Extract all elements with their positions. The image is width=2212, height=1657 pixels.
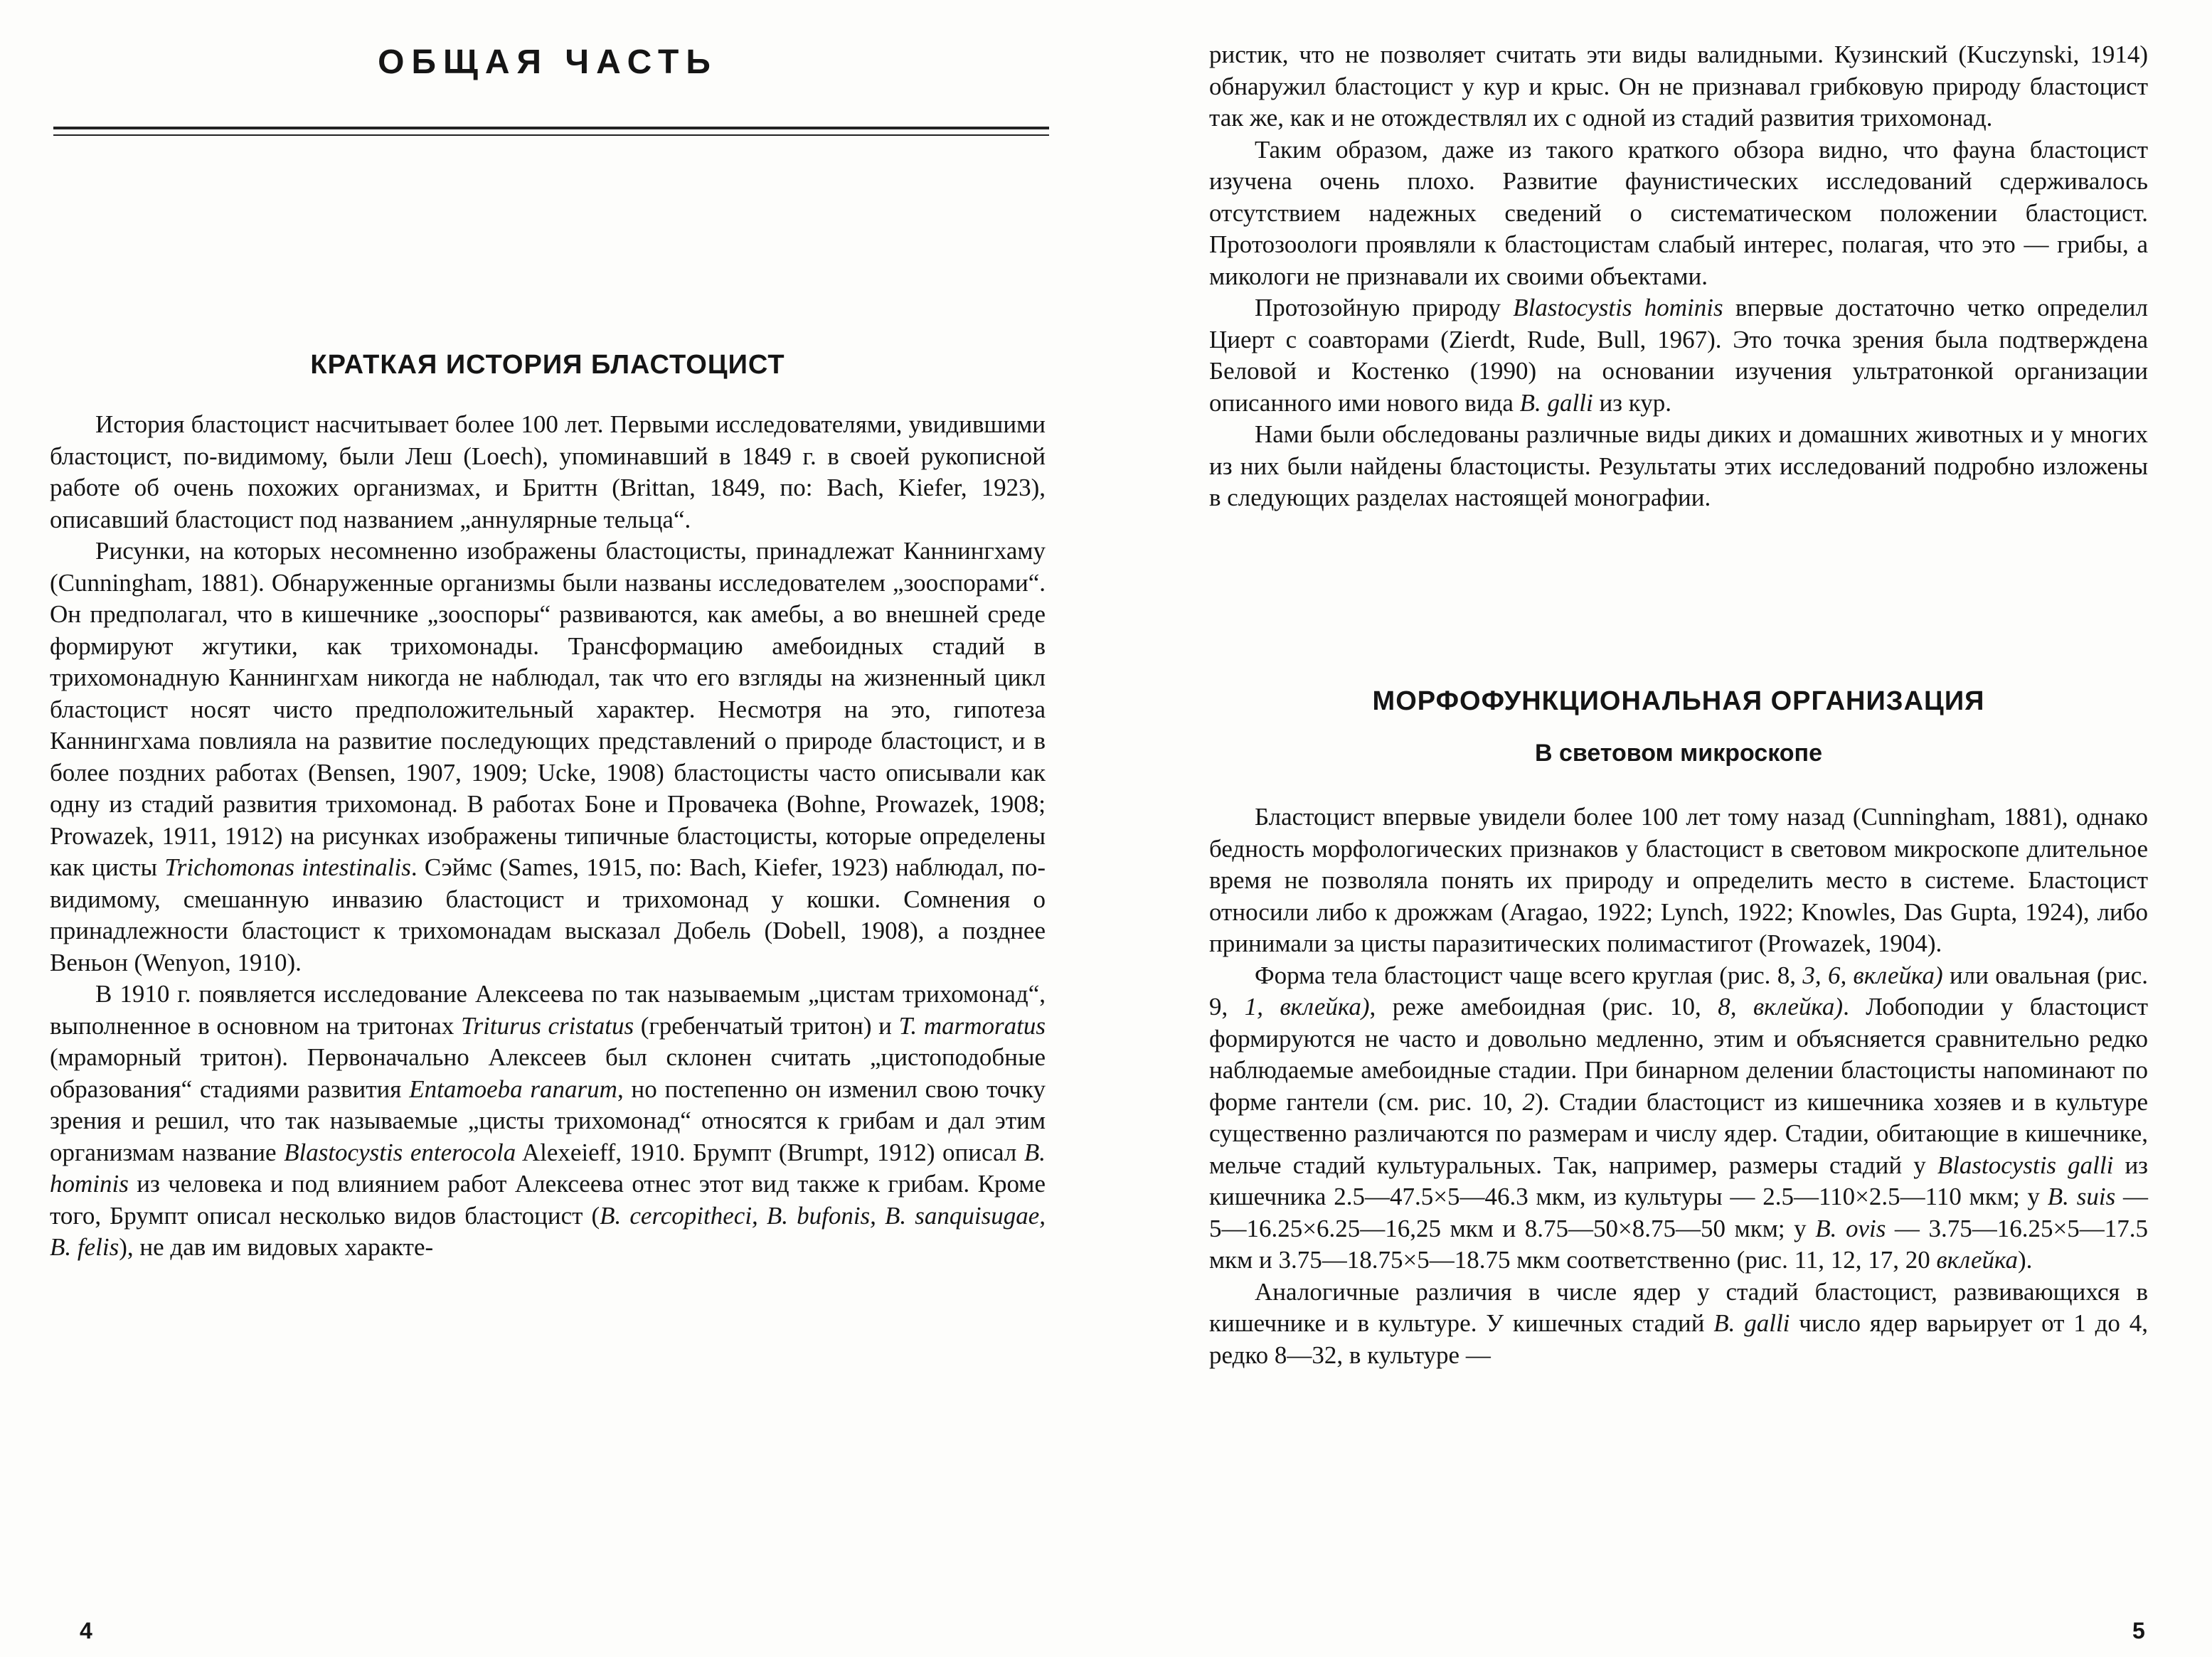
right-body-text-top [1209,39,2148,514]
right-page [1209,0,2212,1657]
paragraph: Рисунки, на которых несомненно изображены бластоцисты, принадлежат Каннингхаму (Cunningham, 1881). Обнаруженные организмы были названы исследователем „зооспорами“. Он предполагал, что в кишечнике „зооспоры“ развиваются, как амебы, а во внешней среде формируют жгутики, как трихомонады. Трансформацию амебоидных стадий в трихомонадную Каннингхам никогда не наблюдал, так что его взгляды на жизненный цикл бластоцист носят чисто предположительный характер. Несмотря на это, гипотеза Каннингхама повлияла на развитие последующих представлений о природе бластоцист, и в более поздних работах (Bensen, 1907, 1909; Ucke, 1908) бластоцисты часто описывали как одну из стадий развития трихомонад. В работах Боне и Провачека (Bohne, Prowazek, 1908; Prowazek, 1911, 1912) на рисунках изображены типичные бластоцисты, которые определены как цисты Trichomonas intestinalis. Сэймс (Sames, 1915, по: Bach, Kiefer, 1923) наблюдал, по-видимому, смешанную инвазию бластоцист и трихомонад у кошки. Сомнения о принадлежности бластоцист к трихомонадам высказал Добель (Dobell, 1908), а позднее Веньон (Wenyon, 1910). [50,537,1046,976]
italic-term: 8, вклейка) [1718,993,1844,1021]
italic-term: Triturus cristatus [461,1011,634,1040]
italic-term: 3, 6, вклейка) [1802,961,1943,989]
italic-term: B. galli [1519,388,1593,417]
page-number-left: 4 [80,1618,92,1643]
subheading-light-microscope: В световом микроскопе [1534,740,1822,767]
paragraph: Форма тела бластоцист чаще всего круглая (рис. 8, 3, 6, вклейка) или овальная (рис. 9, 1, вклейка), реже амебоидная (рис. 10, 8, вклейка). Лобоподии у бластоцист формируются не часто и довольно медленно, этим и объясняется сравнительно редко наблюдаемые амебоидные стадии. При бинарном делении бластоцисты напоминают по форме гантели (см. рис. 10, 2). Стадии бластоцист из кишечника хозяев и в культуре существенно различаются по размерам и числу ядер. Стадии, обитающие в кишечнике, мельче стадий культуральных. Так, например, размеры стадий у Blastocystis galli из кишечника 2.5—47.5×5—46.3 мкм, из культуры — 2.5—110×2.5—110 мкм; у B. suis — 5—16.25×6.25—16,25 мкм и 8.75—50×8.75—50 мкм; у B. ovis — 3.75—16.25×5—17.5 мкм и 3.75—18.75×5—18.75 мкм соответственно (рис. 11, 12, 17, 20 вклейка). [1209,961,2149,1274]
title-rule [53,127,1049,136]
paragraph: История бластоцист насчитывает более 100 лет. Первыми исследователями, увидившими бластоцист, по-видимому, были Леш (Loech), упоминавший в 1849 г. в своей рукописной работе об очень похожих организмах, и Бриттн (Brittan, 1849, по: Bach, Kiefer, 1923), описавший бластоцист под названием „аннулярные тельца“. [50,410,1046,533]
italic-term: Entamoeba ranarum [409,1075,617,1103]
italic-term: B. ovis [1815,1214,1886,1242]
paragraph: Протозойную природу Blastocystis hominis впервые достаточно четко определил Циерт с соавторами (Zierdt, Rude, Bull, 1967). Это точка зрения была подтверждена Беловой и Костенко (1990) на основании изучения ультратонкой организации описанного ими нового вида B. galli из кур. [1209,294,2148,417]
italic-term: 1, вклейка) [1244,993,1370,1021]
paragraph: Нами были обследованы различные виды диких и домашних животных и у многих из них были найдены бластоцисты. Результаты этих исследований подробно изложены в следующих разделах настоящей монографии. [1209,420,2148,511]
italic-term: Blastocystis galli [1937,1151,2114,1179]
italic-term: Blastocystis hominis [1513,294,1723,321]
italic-term: T. marmoratus [898,1011,1046,1040]
italic-term: Blastocystis enterocola [284,1138,516,1166]
section-heading-history: КРАТКАЯ ИСТОРИЯ БЛАСТОЦИСТ [310,350,785,380]
italic-term: B. cercopitheci, B. bufonis, B. sanquisugae, B. felis [50,1201,1046,1261]
paragraph: Бластоцист впервые увидели более 100 лет тому назад (Cunningham, 1881), однако бедность морфологических признаков у бластоцист в световом микроскопе длительное время не позволяла понять их природу и определить место в системе. Бластоцист относили либо к дрожжам (Aragao, 1922; Lynch, 1922; Knowles, Das Gupta, 1924), либо принимали за цисты паразитических полимастигот (Prowazek, 1904). [1209,803,2148,957]
paragraph: Аналогичные различия в числе ядер у стадий бластоцист, развивающихся в кишечнике и в культуре. У кишечных стадий B. galli число ядер варьирует от 1 до 4, редко 8—32, в культуре — [1209,1277,2148,1369]
paragraph: ристик, что не позволяет считать эти виды валидными. Кузинский (Kuczynski, 1914) обнаружил бластоцист у кур и крыс. Он не признавал грибковую природу бластоцист так же, как и не отождествлял их с одной из стадий развития трихомонад. [1209,41,2148,132]
left-page [50,0,1088,1657]
left-body-text [50,409,1046,1264]
paragraph: Таким образом, даже из такого краткого обзора видно, что фауна бластоцист изучена очень плохо. Развитие фаунистических исследований сдерживалось отсутствием надежных сведений о систематическом положении бластоцист. Протозоологи проявляли к бластоцистам слабый интерес, полагая, что это — грибы, а микологи не признавали их своими объектами. [1209,135,2148,290]
italic-term: Trichomonas intestinalis [164,853,411,881]
italic-term: 2 [1522,1087,1535,1116]
page-number-right: 5 [2132,1618,2145,1643]
paragraph: В 1910 г. появляется исследование Алексеева по так называемым „цистам трихомонад“, выполненное в основном на тритонах Triturus cristatus (гребенчатый тритон) и T. marmoratus (мраморный тритон). Первоначально Алексеев был склонен считать „цистоподобные образования“ стадиями развития Entamoeba ranarum, но постепенно он изменил свою точку зрения и решил, что так называемые „цисты трихомонад“ относятся к грибам и дал этим организмам название Blastocystis enterocola Alexeieff, 1910. Брумпт (Brumpt, 1912) описал B. hominis из человека и под влиянием работ Алексеева отнес этот вид также к грибам. Кроме того, Брумпт описал несколько видов бластоцист (B. cercopitheci, B. bufonis, B. sanquisugae, B. felis), не дав им видовых характе- [50,980,1046,1261]
italic-term: B. hominis [50,1138,1046,1198]
italic-term: B. galli [1713,1309,1790,1337]
italic-term: вклейка [1936,1246,2018,1274]
section-heading-morphology: МОРФОФУНКЦИОНАЛЬНАЯ ОРГАНИЗАЦИЯ [1372,686,1985,716]
italic-term: B. suis [2047,1183,2116,1210]
right-body-text-bottom [1209,801,2148,1371]
part-title: ОБЩАЯ ЧАСТЬ [378,43,718,81]
